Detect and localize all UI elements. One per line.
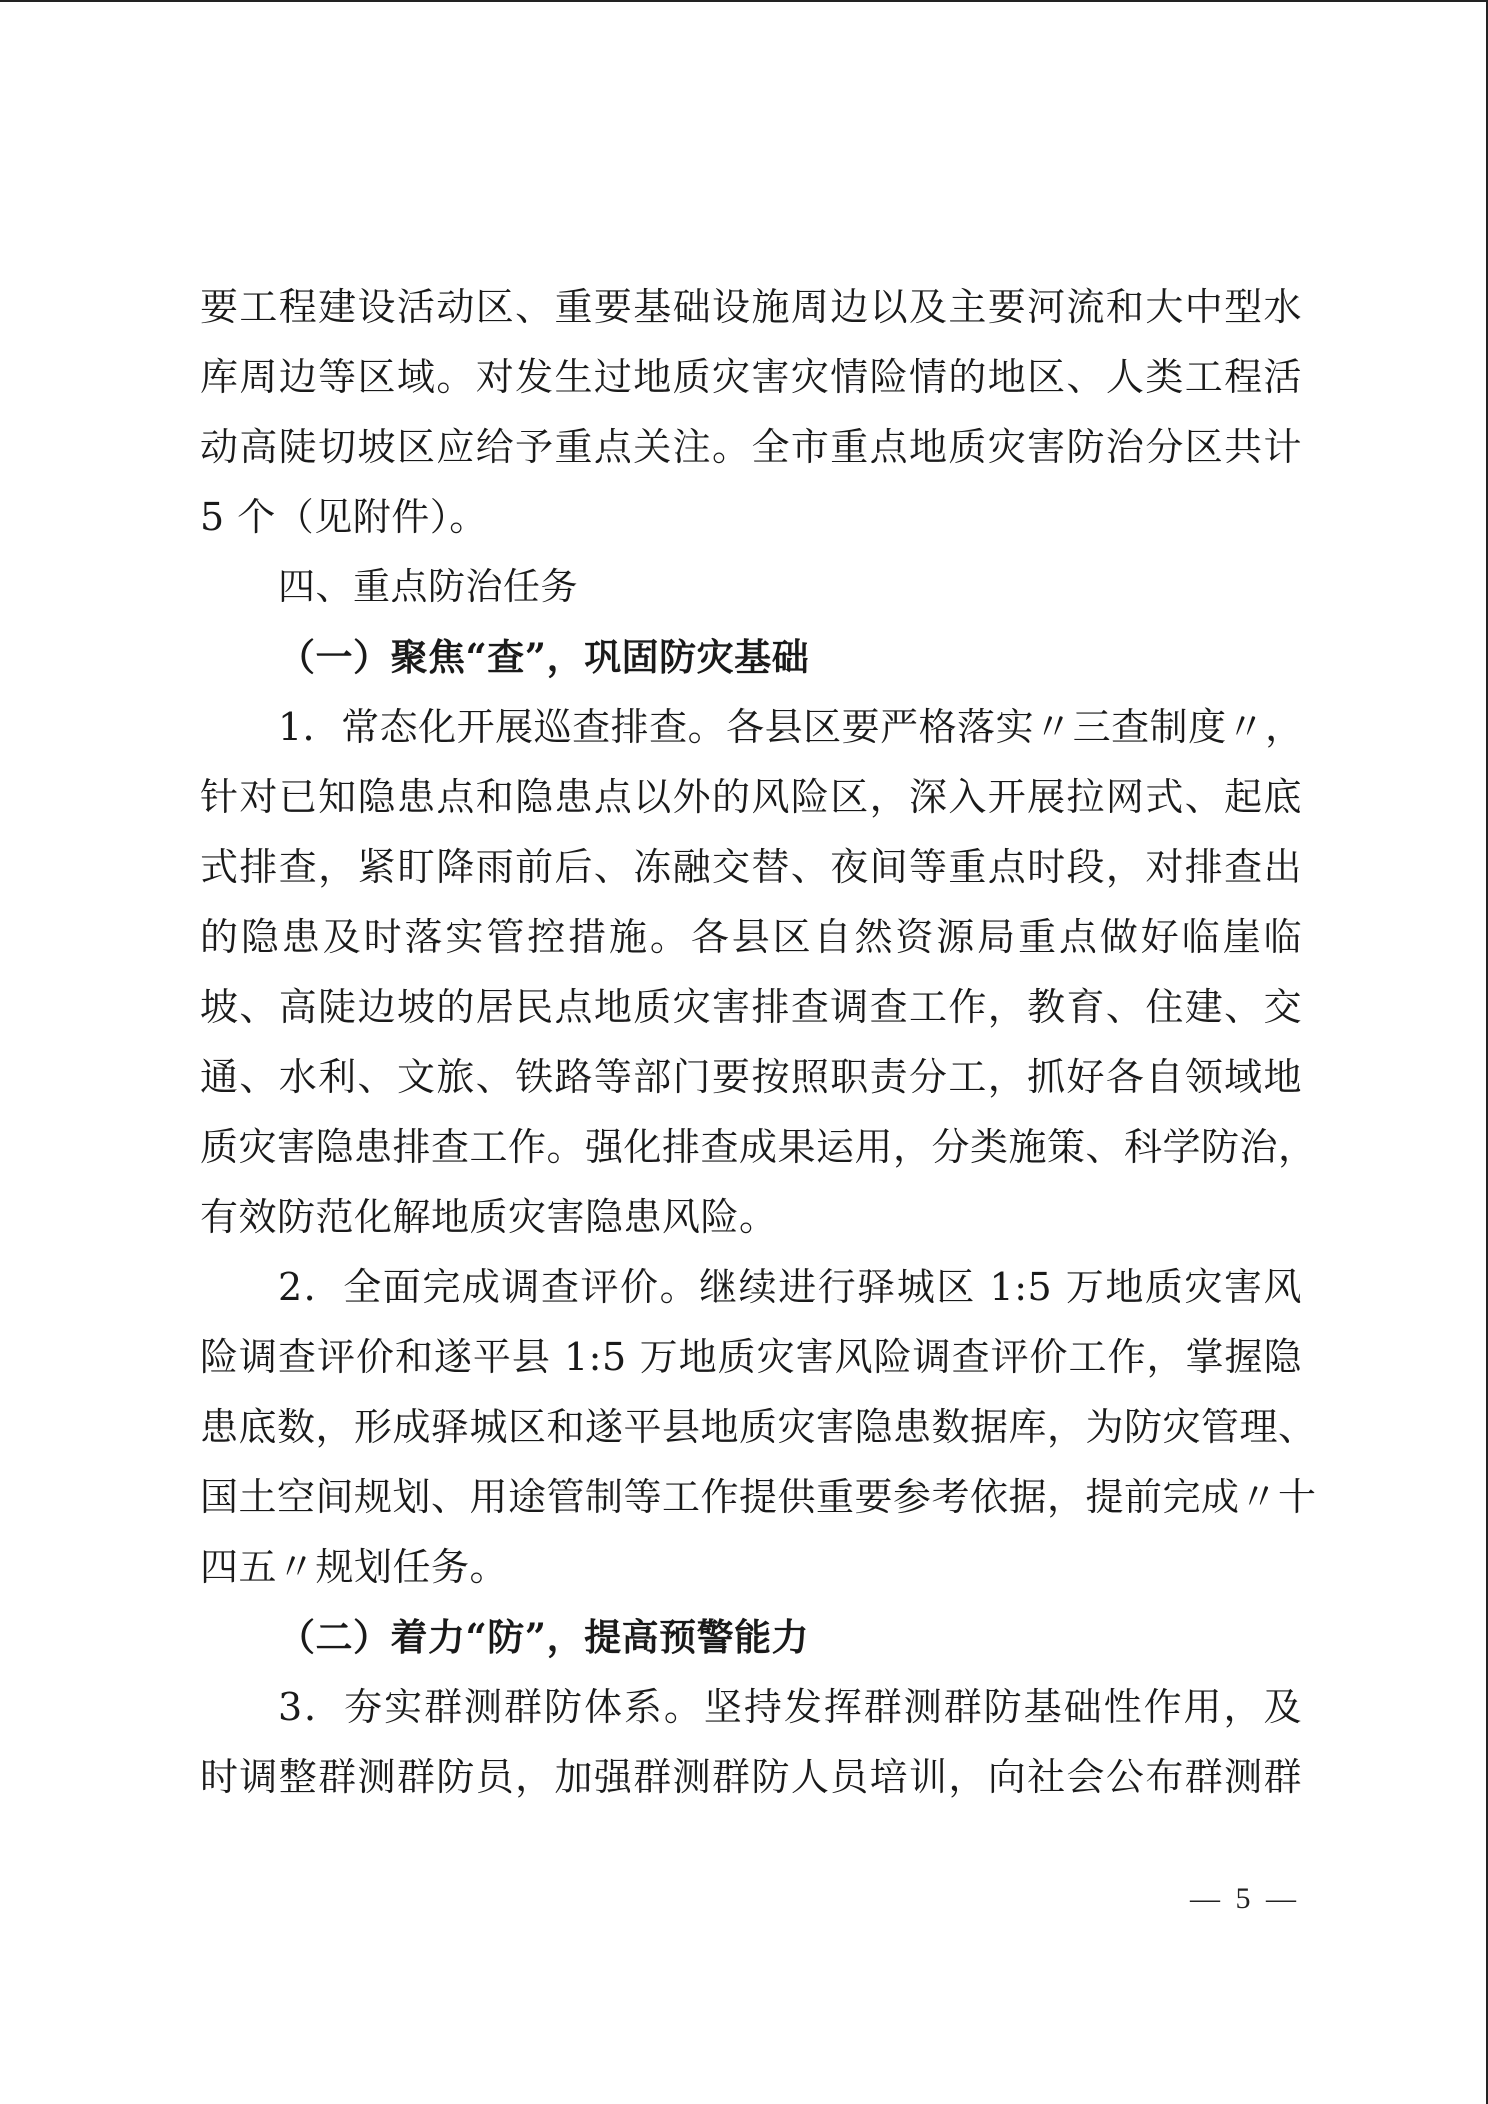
body-text-line: 动高陡切坡区应给予重点关注。全市重点地质灾害防治分区共计 <box>200 425 1302 469</box>
body-text-line: 针对已知隐患点和隐患点以外的风险区，深入开展拉网式、起底 <box>200 775 1302 819</box>
body-text-line: 四五〃规划任务。 <box>200 1545 509 1589</box>
page-number: — 5 — <box>1190 1882 1300 1915</box>
body-text-line: 通、水利、文旅、铁路等部门要按照职责分工，抓好各自领域地 <box>200 1055 1302 1099</box>
body-text-line: 2．全面完成调查评价。继续进行驿城区 1:5 万地质灾害风 <box>278 1265 1302 1309</box>
body-text-line: 式排查，紧盯降雨前后、冻融交替、夜间等重点时段，对排查出 <box>200 845 1302 889</box>
subsection-heading: （一）聚焦“查”，巩固防灾基础 <box>278 635 810 679</box>
body-text-line: 国土空间规划、用途管制等工作提供重要参考依据，提前完成〃十 <box>200 1475 1317 1519</box>
body-text-line: 险调查评价和遂平县 1:5 万地质灾害风险调查评价工作，掌握隐 <box>200 1335 1302 1379</box>
body-text-line: 1．常态化开展巡查排查。各县区要严格落实〃三查制度〃， <box>278 705 1304 749</box>
body-text-line: 质灾害隐患排查工作。强化排查成果运用，分类施策、科学防治， <box>200 1125 1317 1169</box>
body-text-line: 时调整群测群防员，加强群测群防人员培训，向社会公布群测群 <box>200 1755 1302 1799</box>
body-text-line: 有效防范化解地质灾害隐患风险。 <box>200 1195 778 1239</box>
body-text-line: 患底数，形成驿城区和遂平县地质灾害隐患数据库，为防灾管理、 <box>200 1405 1317 1449</box>
subsection-heading: （二）着力“防”，提高预警能力 <box>278 1615 810 1659</box>
body-text-line: 库周边等区域。对发生过地质灾害灾情险情的地区、人类工程活 <box>200 355 1302 399</box>
section-heading: 四、重点防治任务 <box>278 565 578 608</box>
body-text-line: 5 个（见附件）。 <box>200 495 488 539</box>
body-text-line: 的隐患及时落实管控措施。各县区自然资源局重点做好临崖临 <box>200 915 1302 959</box>
body-text-line: 3．夯实群测群防体系。坚持发挥群测群防基础性作用，及 <box>278 1685 1302 1729</box>
body-text-line: 要工程建设活动区、重要基础设施周边以及主要河流和大中型水 <box>200 285 1302 329</box>
body-text-line: 坡、高陡边坡的居民点地质灾害排查调查工作，教育、住建、交 <box>200 985 1302 1029</box>
